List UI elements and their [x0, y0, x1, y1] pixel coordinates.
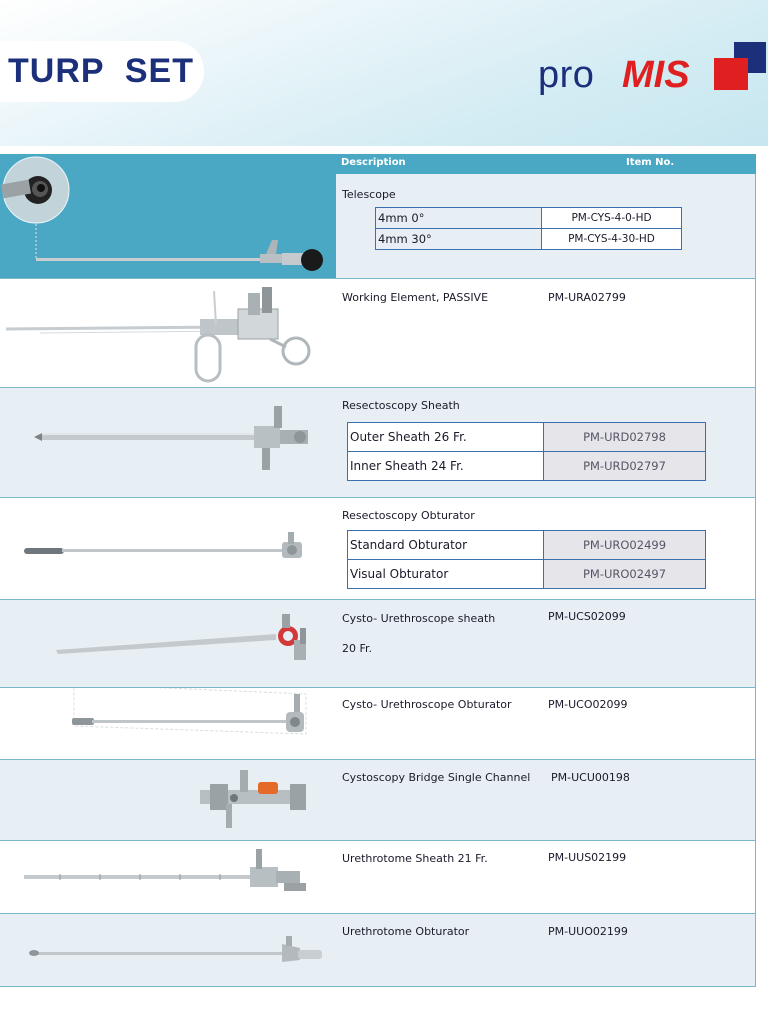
table-row [348, 423, 706, 452]
urethrotome-obturator-code: PM-UUO02199 [548, 925, 628, 938]
cysto-sheath-size: 20 Fr. [342, 642, 373, 655]
table-row [348, 531, 706, 560]
cysto-sheath-image [0, 600, 336, 687]
resectoscopy-obturator-options-table [347, 530, 706, 589]
table-row [376, 229, 682, 250]
option-name: 4mm 0° [376, 208, 542, 229]
page-header [0, 0, 768, 146]
cysto-obturator-image [0, 688, 336, 759]
page-title: TURP SET [8, 52, 194, 90]
option-code: PM-CYS-4-30-HD [542, 229, 682, 250]
cystoscopy-bridge-code: PM-UCU00198 [551, 771, 630, 784]
option-name: 4mm 30° [376, 229, 542, 250]
resectoscopy-sheath-illustration [0, 388, 336, 497]
product-row-cystoscopy-bridge [0, 760, 756, 841]
cysto-obturator-illustration [0, 688, 336, 759]
logo-red-square [714, 58, 748, 90]
table-row [348, 560, 706, 589]
working-element-illustration [0, 279, 336, 387]
option-code: PM-URD02798 [544, 423, 706, 452]
urethrotome-obturator-image [0, 914, 336, 986]
option-code: PM-URO02499 [544, 531, 706, 560]
cystoscopy-bridge-label: Cystoscopy Bridge Single Channel [342, 771, 531, 784]
table-header [336, 154, 756, 174]
product-row-urethrotome-obturator [0, 914, 756, 987]
telescope-image [0, 154, 336, 278]
product-row-resectoscopy-obturator [0, 498, 756, 600]
product-row-cysto-urethroscope-sheath [0, 600, 756, 688]
header-divider [0, 146, 768, 148]
telescope-illustration [0, 154, 336, 278]
working-element-label: Working Element, PASSIVE [342, 291, 489, 304]
cysto-sheath-code: PM-UCS02099 [548, 610, 626, 623]
urethrotome-sheath-label: Urethrotome Sheath 21 Fr. [342, 852, 488, 865]
telescope-label: Telescope [342, 188, 396, 201]
product-row-resectoscopy-sheath [0, 388, 756, 498]
logo-pro-text: pro [538, 54, 595, 96]
working-element-code: PM-URA02799 [548, 291, 626, 304]
title-banner [0, 41, 204, 102]
option-name: Visual Obturator [348, 560, 544, 589]
option-name: Outer Sheath 26 Fr. [348, 423, 544, 452]
product-row-cysto-urethroscope-obturator [0, 688, 756, 760]
telescope-options-table [375, 207, 682, 250]
product-row-urethrotome-sheath [0, 841, 756, 914]
promis-logo [538, 40, 768, 110]
urethrotome-sheath-code: PM-UUS02199 [548, 851, 627, 864]
cysto-obturator-label: Cysto- Urethroscope Obturator [342, 698, 512, 711]
option-name: Inner Sheath 24 Fr. [348, 452, 544, 481]
urethrotome-obturator-label: Urethrotome Obturator [342, 925, 470, 938]
resectoscopy-sheath-image [0, 388, 336, 497]
option-code: PM-URD02797 [544, 452, 706, 481]
urethrotome-obturator-illustration [0, 914, 336, 986]
table-row [376, 208, 682, 229]
resectoscopy-sheath-label: Resectoscopy Sheath [342, 399, 460, 412]
cysto-obturator-code: PM-UCO02099 [548, 698, 628, 711]
option-code: PM-CYS-4-0-HD [542, 208, 682, 229]
cysto-sheath-illustration [0, 600, 336, 687]
resectoscopy-obturator-image [0, 498, 336, 599]
product-row-working-element [0, 279, 756, 388]
resectoscopy-obturator-illustration [0, 498, 336, 599]
resectoscopy-obturator-label: Resectoscopy Obturator [342, 509, 475, 522]
table-row [348, 452, 706, 481]
item-no-header: Item No. [626, 157, 675, 168]
product-row-telescope [0, 154, 756, 279]
option-name: Standard Obturator [348, 531, 544, 560]
resectoscopy-sheath-options-table [347, 422, 706, 481]
urethrotome-sheath-image [0, 841, 336, 913]
cystoscopy-bridge-illustration [0, 760, 336, 840]
logo-mis-text: MIS [622, 54, 690, 96]
urethrotome-sheath-illustration [0, 841, 336, 913]
option-code: PM-URO02497 [544, 560, 706, 589]
working-element-image [0, 279, 336, 387]
cysto-sheath-label: Cysto- Urethroscope sheath [342, 612, 496, 625]
description-header: Description [341, 157, 406, 168]
cystoscopy-bridge-image [0, 760, 336, 840]
